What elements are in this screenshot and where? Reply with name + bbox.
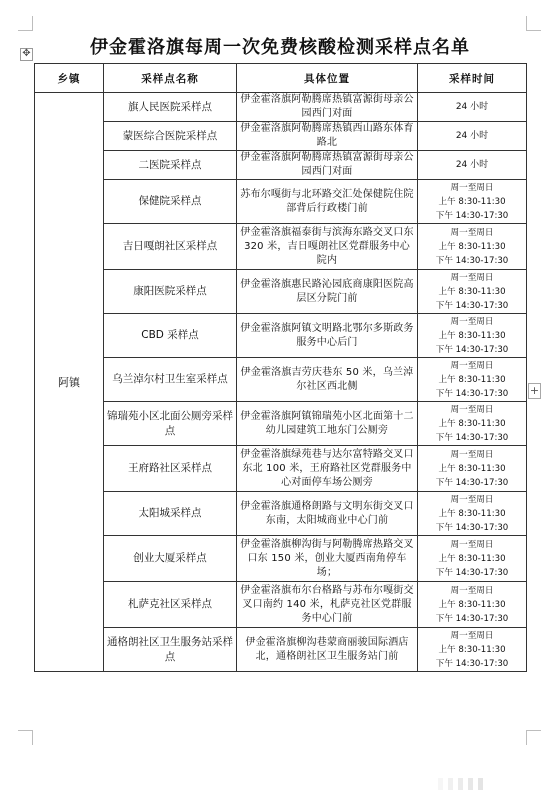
sampling-time-line: 上午 8:30-11:30 — [438, 599, 506, 610]
site-name-cell: 通格朗社区卫生服务站采样点 — [104, 628, 237, 672]
header-site-name: 采样点名称 — [104, 64, 237, 93]
sampling-time-line: 下午 14:30-17:30 — [435, 432, 509, 443]
site-name-cell: 二医院采样点 — [104, 151, 237, 180]
table-row — [35, 270, 527, 314]
address-cell: 伊金霍洛旗柳沟街与阿勒腾席热路交叉口东 150 米，创业大厦西南角停车场； — [237, 536, 418, 582]
sampling-time-cell — [418, 224, 527, 270]
header-town: 乡镇 — [35, 64, 104, 93]
sampling-time-cell — [418, 180, 527, 224]
sampling-time-line: 周一至周日 — [450, 272, 494, 283]
address-cell: 伊金霍洛旗阿勒腾席热镇富源街母亲公园西门对面 — [237, 151, 418, 180]
sampling-time-line: 上午 8:30-11:30 — [438, 418, 506, 429]
sampling-time-line: 上午 8:30-11:30 — [438, 374, 506, 385]
site-name-cell: 旗人民医院采样点 — [104, 93, 237, 122]
table-header-row — [35, 64, 527, 93]
sampling-time-line: 24 小时 — [455, 160, 489, 170]
sampling-time-cell — [418, 582, 527, 628]
scroll-fade — [478, 778, 483, 790]
sampling-time-cell — [418, 446, 527, 492]
address-cell: 苏布尔嘎街与北环路交汇处保健院住院部背后行政楼门前 — [237, 180, 418, 224]
site-name-cell: 创业大厦采样点 — [104, 536, 237, 582]
table-move-handle-icon[interactable]: ✥ — [20, 48, 33, 61]
add-column-icon[interactable]: + — [529, 384, 540, 397]
table-row — [35, 536, 527, 582]
table-row — [35, 628, 527, 672]
sampling-time-line: 周一至周日 — [450, 182, 494, 193]
sampling-time-line: 上午 8:30-11:30 — [438, 241, 506, 252]
table-row — [35, 402, 527, 446]
sampling-time-line: 周一至周日 — [450, 449, 494, 460]
page-corner-mark — [18, 730, 33, 745]
sampling-time-line: 下午 14:30-17:30 — [435, 567, 509, 578]
page-corner-mark — [526, 16, 541, 31]
site-name-cell: 康阳医院采样点 — [104, 270, 237, 314]
table-row — [35, 93, 527, 122]
table-row — [35, 314, 527, 358]
sampling-time-line: 下午 14:30-17:30 — [435, 255, 509, 266]
page-corner-mark — [18, 16, 33, 31]
sampling-time-cell — [418, 270, 527, 314]
sampling-time-line: 周一至周日 — [450, 227, 494, 238]
sampling-time-line: 上午 8:30-11:30 — [438, 508, 506, 519]
sampling-time-line: 周一至周日 — [450, 316, 494, 327]
address-cell: 伊金霍洛旗惠民路沁园底商康阳医院高层区分院门前 — [237, 270, 418, 314]
scroll-fade — [448, 778, 453, 790]
site-name-cell: 锦瑞苑小区北面公厕旁采样点 — [104, 402, 237, 446]
site-name-cell: 王府路社区采样点 — [104, 446, 237, 492]
sampling-time-line: 周一至周日 — [450, 404, 494, 415]
site-name-cell: 札萨克社区采样点 — [104, 582, 237, 628]
sampling-time-line: 下午 14:30-17:30 — [435, 522, 509, 533]
address-cell: 伊金霍洛旗通格朗路与文明东街交叉口东南，太阳城商业中心门前 — [237, 492, 418, 536]
scroll-fade — [458, 778, 463, 790]
scroll-fade — [438, 778, 443, 790]
address-cell: 伊金霍洛旗阿镇锦瑞苑小区北面第十二幼儿园建筑工地东门公厕旁 — [237, 402, 418, 446]
sampling-sites-table — [34, 63, 527, 672]
site-name-cell: CBD 采样点 — [104, 314, 237, 358]
address-cell: 伊金霍洛旗布尔台格路与苏布尔嘎街交叉口南约 140 米，札萨克社区党群服务中心门前 — [237, 582, 418, 628]
site-name-cell: 保健院采样点 — [104, 180, 237, 224]
sampling-time-line: 24 小时 — [455, 102, 489, 112]
sampling-time-line: 上午 8:30-11:30 — [438, 463, 506, 474]
sampling-time-line: 下午 14:30-17:30 — [435, 477, 509, 488]
sampling-time-line: 上午 8:30-11:30 — [438, 644, 506, 655]
table-row — [35, 582, 527, 628]
table-row — [35, 180, 527, 224]
sampling-time-cell — [418, 402, 527, 446]
scroll-fade — [468, 778, 473, 790]
sampling-time-cell — [418, 536, 527, 582]
table-row — [35, 446, 527, 492]
address-cell: 伊金霍洛旗绿苑巷与达尔富特路交叉口东北 100 米，王府路社区党群服务中心对面停车场公厕旁 — [237, 446, 418, 492]
header-address: 具体位置 — [237, 64, 418, 93]
sampling-time-line: 周一至周日 — [450, 539, 494, 550]
sampling-time-line: 下午 14:30-17:30 — [435, 344, 509, 355]
sampling-time-line: 下午 14:30-17:30 — [435, 300, 509, 311]
sampling-time-line: 下午 14:30-17:30 — [435, 613, 509, 624]
sampling-time-line: 上午 8:30-11:30 — [438, 330, 506, 341]
table-row — [35, 151, 527, 180]
sampling-time-cell — [418, 151, 527, 180]
page-corner-mark — [526, 730, 541, 745]
sampling-time-line: 周一至周日 — [450, 494, 494, 505]
site-name-cell: 太阳城采样点 — [104, 492, 237, 536]
sampling-time-line: 上午 8:30-11:30 — [438, 196, 506, 207]
table-row — [35, 492, 527, 536]
sampling-time-cell — [418, 122, 527, 151]
sampling-time-line: 下午 14:30-17:30 — [435, 658, 509, 669]
sampling-time-cell — [418, 93, 527, 122]
sampling-time-line: 下午 14:30-17:30 — [435, 210, 509, 221]
table-row — [35, 122, 527, 151]
table-body — [35, 93, 527, 672]
sampling-time-line: 上午 8:30-11:30 — [438, 286, 506, 297]
sampling-time-line: 周一至周日 — [450, 360, 494, 371]
address-cell: 伊金霍洛旗吉劳庆巷东 50 米，乌兰淖尔社区西北侧 — [237, 358, 418, 402]
address-cell: 伊金霍洛旗阿勒腾席热镇富源街母亲公园西门对面 — [237, 93, 418, 122]
table-row — [35, 358, 527, 402]
sampling-time-cell — [418, 358, 527, 402]
sampling-time-cell — [418, 314, 527, 358]
address-cell: 伊金霍洛旗阿勒腾席热镇西山路东体育路北 — [237, 122, 418, 151]
site-name-cell: 蒙医综合医院采样点 — [104, 122, 237, 151]
address-cell: 伊金霍洛旗阿镇文明路北鄂尔多斯政务服务中心后门 — [237, 314, 418, 358]
sampling-time-line: 周一至周日 — [450, 630, 494, 641]
table-row — [35, 224, 527, 270]
sampling-time-line: 24 小时 — [455, 131, 489, 141]
site-name-cell: 乌兰淖尔村卫生室采样点 — [104, 358, 237, 402]
header-sampling-time: 采样时间 — [418, 64, 527, 93]
address-cell: 伊金霍洛旗福泰街与滨海东路交叉口东 320 米，吉日嘎朗社区党群服务中心院内 — [237, 224, 418, 270]
sampling-time-line: 周一至周日 — [450, 585, 494, 596]
document-title: 伊金霍洛旗每周一次免费核酸检测采样点名单 — [90, 37, 470, 58]
site-name-cell: 吉日嘎朗社区采样点 — [104, 224, 237, 270]
town-cell: 阿镇 — [35, 93, 104, 672]
sampling-time-line: 下午 14:30-17:30 — [435, 388, 509, 399]
address-cell: 伊金霍洛旗柳沟巷蒙商丽骏国际酒店北，通格朗社区卫生服务站门前 — [237, 628, 418, 672]
sampling-time-cell — [418, 628, 527, 672]
sampling-time-cell — [418, 492, 527, 536]
sampling-time-line: 上午 8:30-11:30 — [438, 553, 506, 564]
